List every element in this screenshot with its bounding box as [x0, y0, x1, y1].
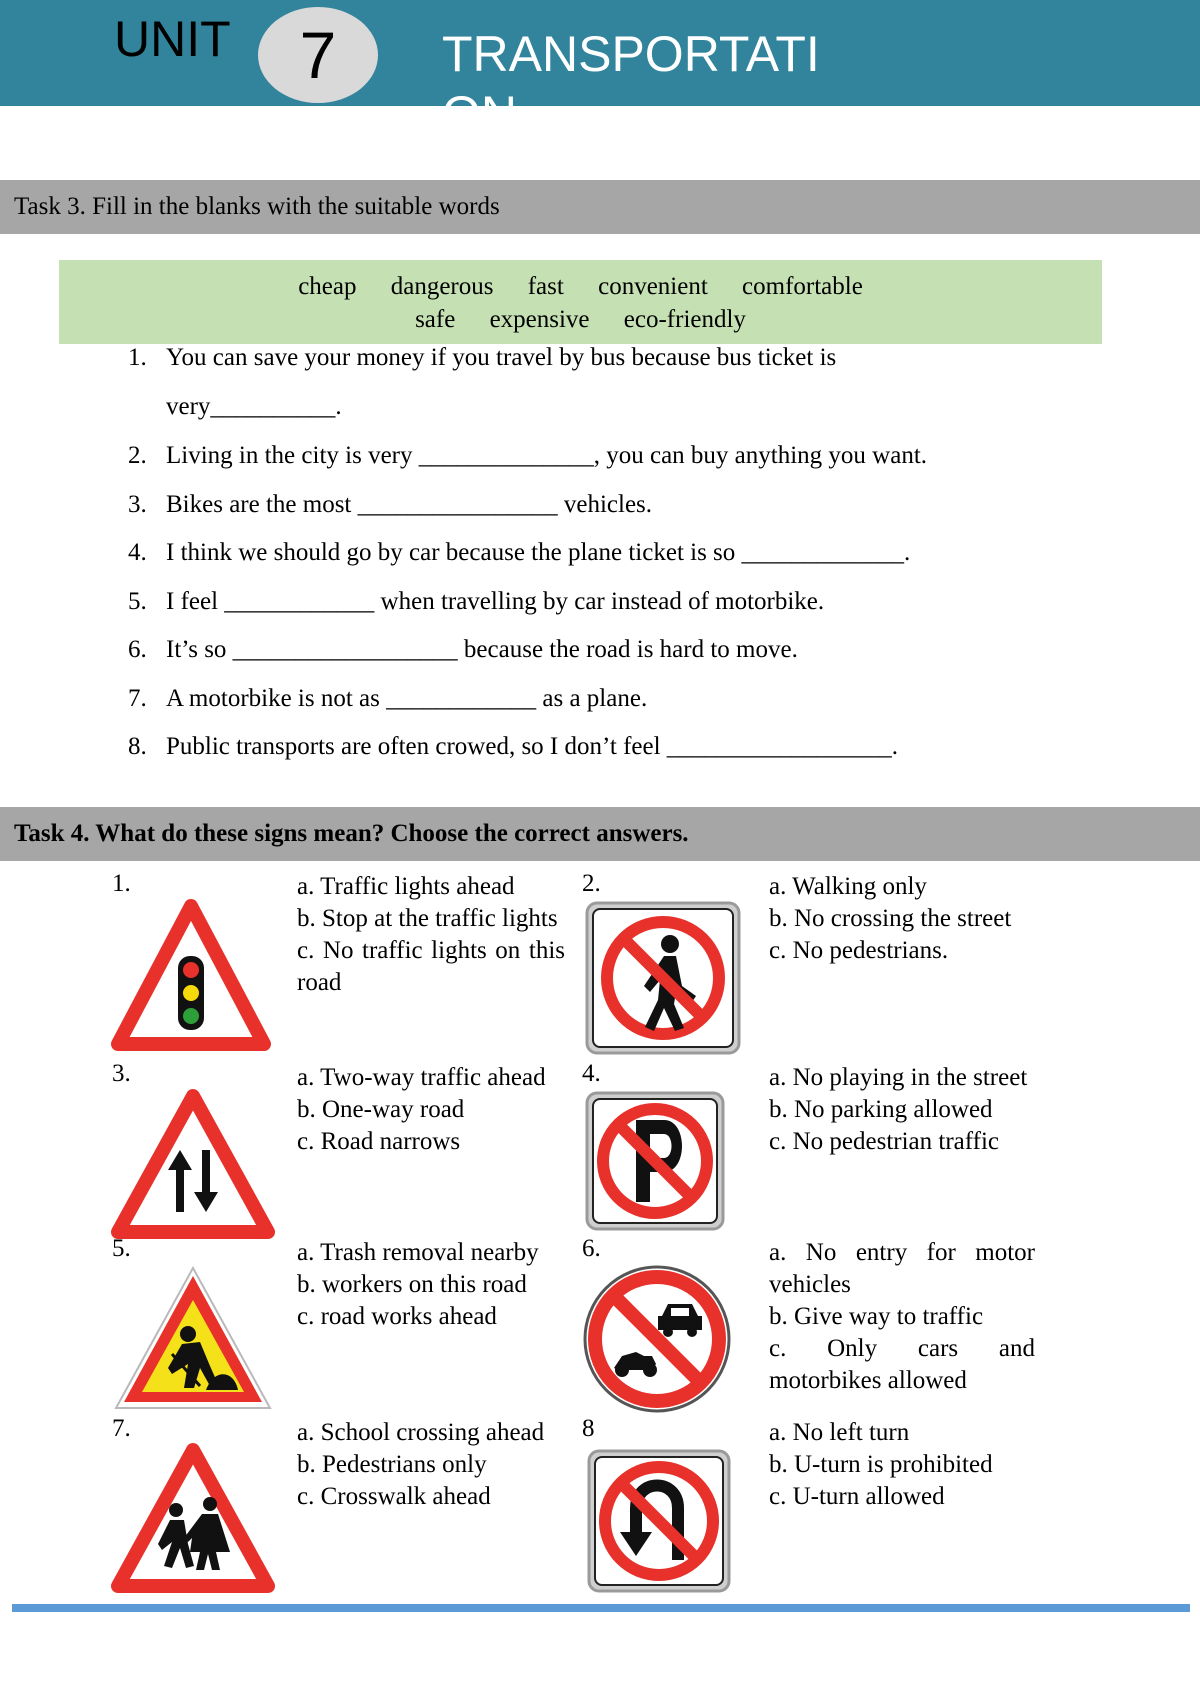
sign-2-number: 2. — [582, 870, 601, 897]
no-pedestrians-sign-icon — [584, 900, 742, 1056]
question-1-continued: very__________. — [166, 393, 342, 420]
sign-2-option-a[interactable]: a. Walking only — [769, 873, 927, 900]
sign-6-option-c[interactable]: c. Only cars and motorbikes allowed — [769, 1335, 1035, 1394]
sign-6-option-a[interactable]: a. No entry for motor vehicles — [769, 1239, 1035, 1298]
task3-title: Task 3. Fill in the blanks with the suitable words — [0, 180, 1200, 234]
word-bank-item: safe — [415, 306, 456, 333]
word-bank-item: expensive — [489, 306, 590, 333]
task4-title: Task 4. What do these signs mean? Choose the correct answers. — [0, 807, 1200, 861]
sign-7-option-b[interactable]: b. Pedestrians only — [297, 1451, 487, 1478]
word-bank-item: eco-friendly — [623, 306, 746, 333]
sign-7-option-a[interactable]: a. School crossing ahead — [297, 1419, 545, 1446]
word-bank-item: comfortable — [742, 273, 863, 300]
road-works-sign-icon — [110, 1262, 276, 1412]
sign-3-option-b[interactable]: b. One-way road — [297, 1096, 465, 1123]
footer-divider — [12, 1604, 1190, 1612]
question-3: 3. Bikes are the most ________________ vehicles. — [128, 491, 653, 518]
sign-1-option-b[interactable]: b. Stop at the traffic lights — [297, 905, 558, 932]
unit-header — [0, 0, 1200, 142]
no-parking-sign-icon — [584, 1090, 726, 1232]
question-7: 7. A motorbike is not as ____________ as a plane. — [128, 685, 648, 712]
unit-number: 7 — [258, 7, 378, 103]
word-bank-item: fast — [527, 273, 564, 300]
sign-8-number: 8 — [582, 1415, 595, 1442]
sign-6-option-b[interactable]: b. Give way to traffic — [769, 1303, 984, 1330]
sign-4-options — [769, 1062, 1035, 1158]
question-4: 4. I think we should go by car because the plane ticket is so _____________. — [128, 539, 911, 566]
sign-1-option-c[interactable]: c. No traffic lights on this road — [297, 937, 565, 996]
sign-5-option-c[interactable]: c. road works ahead — [297, 1303, 497, 1330]
unit-title: TRANSPORTATION — [442, 26, 820, 142]
sign-3-option-a[interactable]: a. Two-way traffic ahead — [297, 1064, 546, 1091]
word-bank-item: cheap — [298, 273, 357, 300]
sign-2-option-b[interactable]: b. No crossing the street — [769, 905, 1012, 932]
no-motor-vehicles-sign-icon — [582, 1264, 732, 1414]
sign-4-option-c[interactable]: c. No pedestrian traffic — [769, 1128, 999, 1155]
unit-label: UNIT — [114, 11, 231, 67]
sign-4-option-b[interactable]: b. No parking allowed — [769, 1096, 993, 1123]
sign-5-option-a[interactable]: a. Trash removal nearby — [297, 1239, 539, 1266]
question-1: 1. You can save your money if you travel by bus because bus ticket is — [128, 344, 837, 371]
school-crossing-sign-icon — [110, 1442, 276, 1592]
two-way-traffic-sign-icon — [110, 1088, 276, 1238]
sign-7-options — [297, 1417, 565, 1513]
word-bank-line-2 — [59, 303, 1102, 336]
word-bank — [59, 260, 1102, 344]
sign-5-option-b[interactable]: b. workers on this road — [297, 1271, 527, 1298]
no-u-turn-sign-icon — [586, 1448, 732, 1594]
sign-3-option-c[interactable]: c. Road narrows — [297, 1128, 461, 1155]
sign-2-option-c[interactable]: c. No pedestrians. — [769, 937, 949, 964]
sign-6-number: 6. — [582, 1235, 601, 1262]
sign-1-options — [297, 871, 565, 999]
sign-8-options — [769, 1417, 1035, 1513]
sign-6-options — [769, 1237, 1035, 1397]
word-bank-item: convenient — [598, 273, 708, 300]
sign-5-number: 5. — [112, 1235, 131, 1262]
sign-1-number: 1. — [112, 870, 131, 897]
sign-3-options — [297, 1062, 565, 1158]
question-6: 6. It’s so __________________ because the road is hard to move. — [128, 636, 798, 663]
sign-4-option-a[interactable]: a. No playing in the street — [769, 1064, 1028, 1091]
sign-7-number: 7. — [112, 1415, 131, 1442]
question-8: 8. Public transports are often crowed, so I don’t feel __________________. — [128, 733, 899, 760]
word-bank-item: dangerous — [390, 273, 494, 300]
sign-7-option-c[interactable]: c. Crosswalk ahead — [297, 1483, 491, 1510]
sign-5-options — [297, 1237, 565, 1333]
sign-4-number: 4. — [582, 1060, 601, 1087]
question-5: 5. I feel ____________ when travelling by car instead of motorbike. — [128, 588, 825, 615]
sign-2-options — [769, 871, 1035, 967]
sign-3-number: 3. — [112, 1060, 131, 1087]
question-2: 2. Living in the city is very ______________, you can buy anything you want. — [128, 442, 928, 469]
sign-1-option-a[interactable]: a. Traffic lights ahead — [297, 873, 515, 900]
sign-8-option-c[interactable]: c. U-turn allowed — [769, 1483, 945, 1510]
sign-8-option-b[interactable]: b. U-turn is prohibited — [769, 1451, 993, 1478]
traffic-lights-sign-icon — [110, 898, 272, 1050]
word-bank-line-1 — [59, 270, 1102, 303]
sign-8-option-a[interactable]: a. No left turn — [769, 1419, 910, 1446]
